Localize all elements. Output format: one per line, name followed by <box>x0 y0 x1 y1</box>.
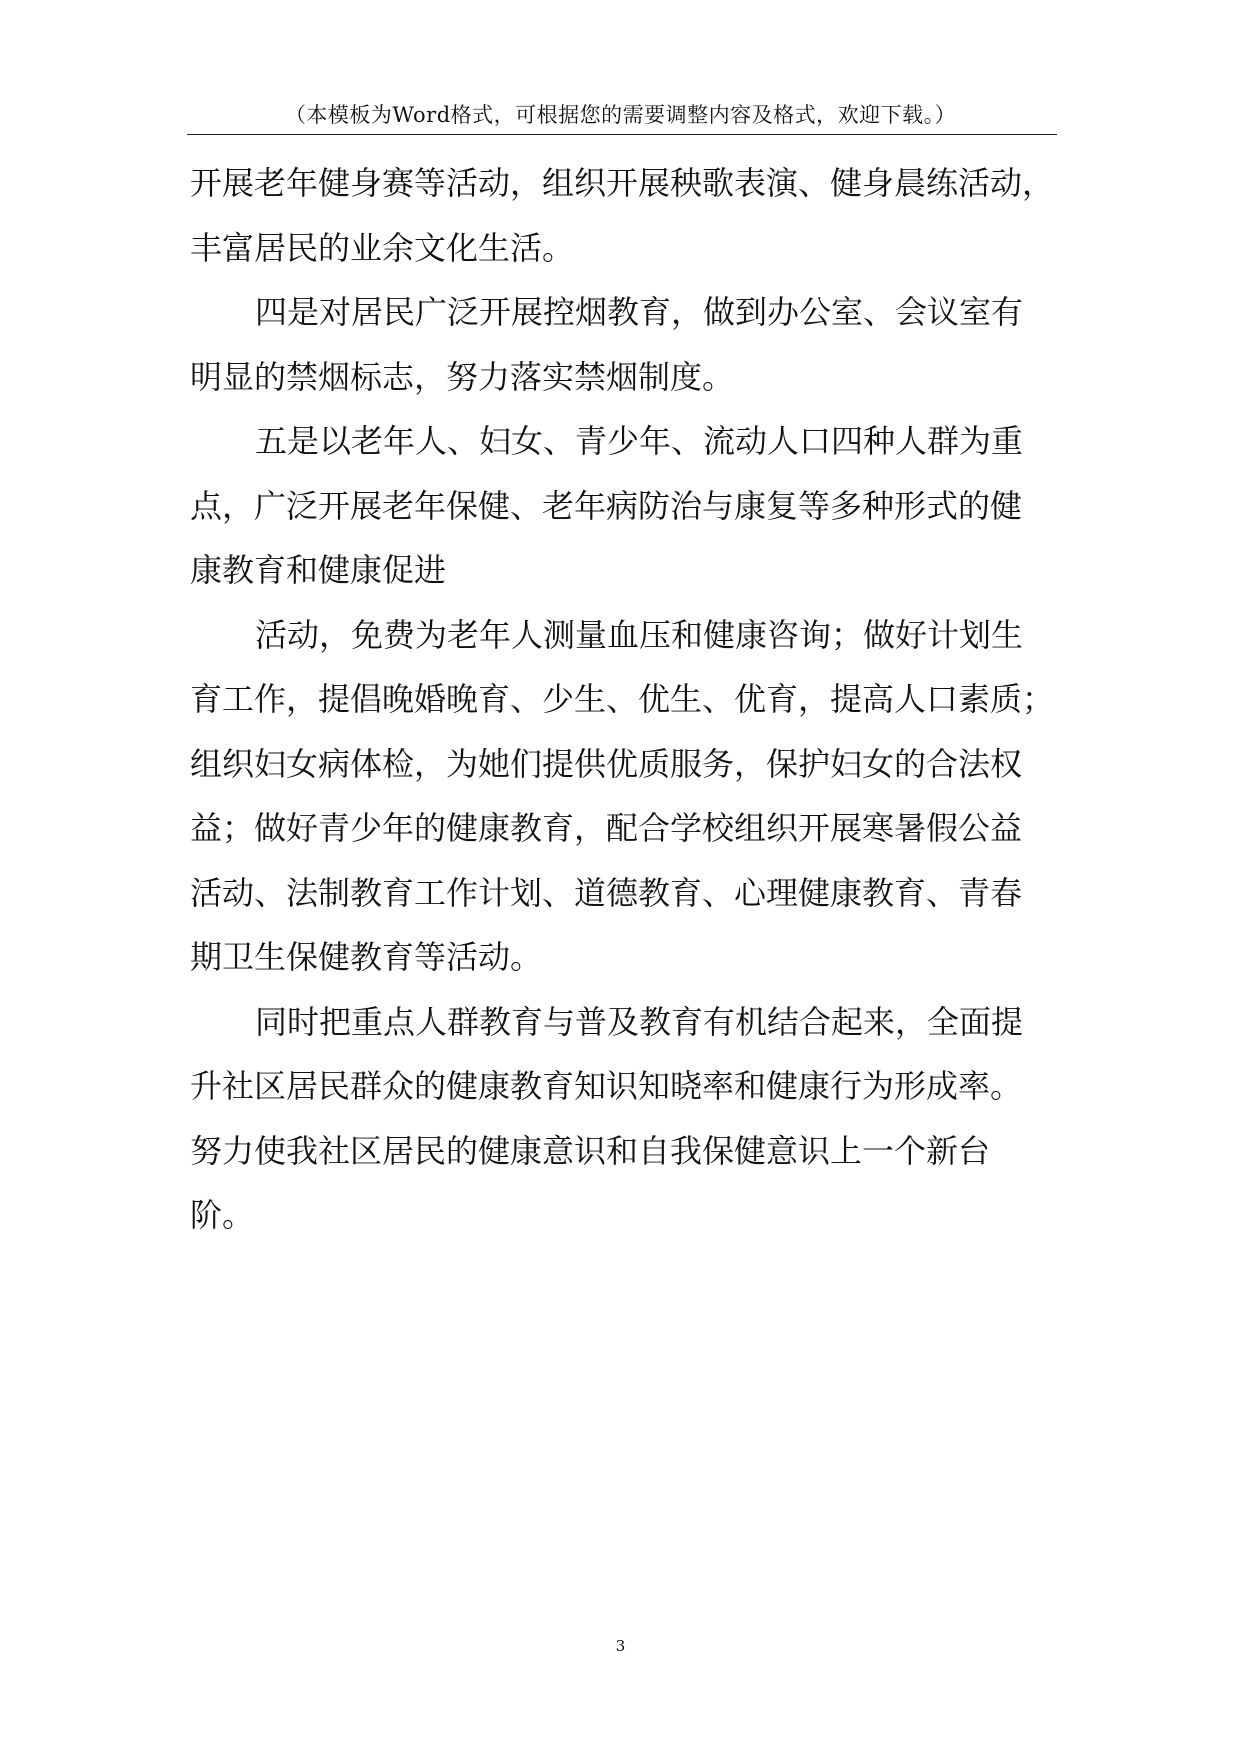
page-number: 3 <box>615 1637 626 1655</box>
text-line: 四是对居民广泛开展控烟教育，做到办公室、会议室有 <box>255 293 1024 331</box>
text-line: 期卫生保健教育等活动。 <box>190 938 543 976</box>
text-line: 育工作，提倡晚婚晚育、少生、优生、优育，提高人口素质； <box>190 680 1055 718</box>
text-line: 组织妇女病体检，为她们提供优质服务，保护妇女的合法权 <box>190 744 1023 783</box>
text-line: 康教育和健康促进 <box>190 551 447 589</box>
text-line: 同时把重点人群教育与普及教育有机结合起来，全面提 <box>255 1002 1024 1041</box>
text-line: 活动，免费为老年人测量血压和健康咨询；做好计划生 <box>255 615 1024 654</box>
text-line: 升社区居民群众的健康教育知识知晓率和健康行为形成率。 <box>190 1067 1023 1105</box>
text-line: 丰富居民的业余文化生活。 <box>190 228 575 267</box>
body-text <box>190 151 1070 1248</box>
text-line: 五是以老年人、妇女、青少年、流动人口四种人群为重 <box>255 422 1024 460</box>
text-line: 明显的禁烟标志，努力落实禁烟制度。 <box>190 357 735 396</box>
text-line: 开展老年健身赛等活动，组织开展秧歌表演、健身晨练活动， <box>190 164 1055 202</box>
header-rule <box>187 134 1057 135</box>
text-line: 活动、法制教育工作计划、道德教育、心理健康教育、青春 <box>190 873 1023 912</box>
text-line: 益；做好青少年的健康教育，配合学校组织开展寒暑假公益 <box>190 809 1023 847</box>
text-line: 点，广泛开展老年保健、老年病防治与康复等多种形式的健 <box>190 486 1023 525</box>
header-note: （本模板为Word格式，可根据您的需要调整内容及格式，欢迎下载。） <box>284 103 957 127</box>
text-line: 阶。 <box>190 1196 255 1234</box>
text-line: 努力使我社区居民的健康意识和自我保健意识上一个新台 <box>190 1131 991 1170</box>
